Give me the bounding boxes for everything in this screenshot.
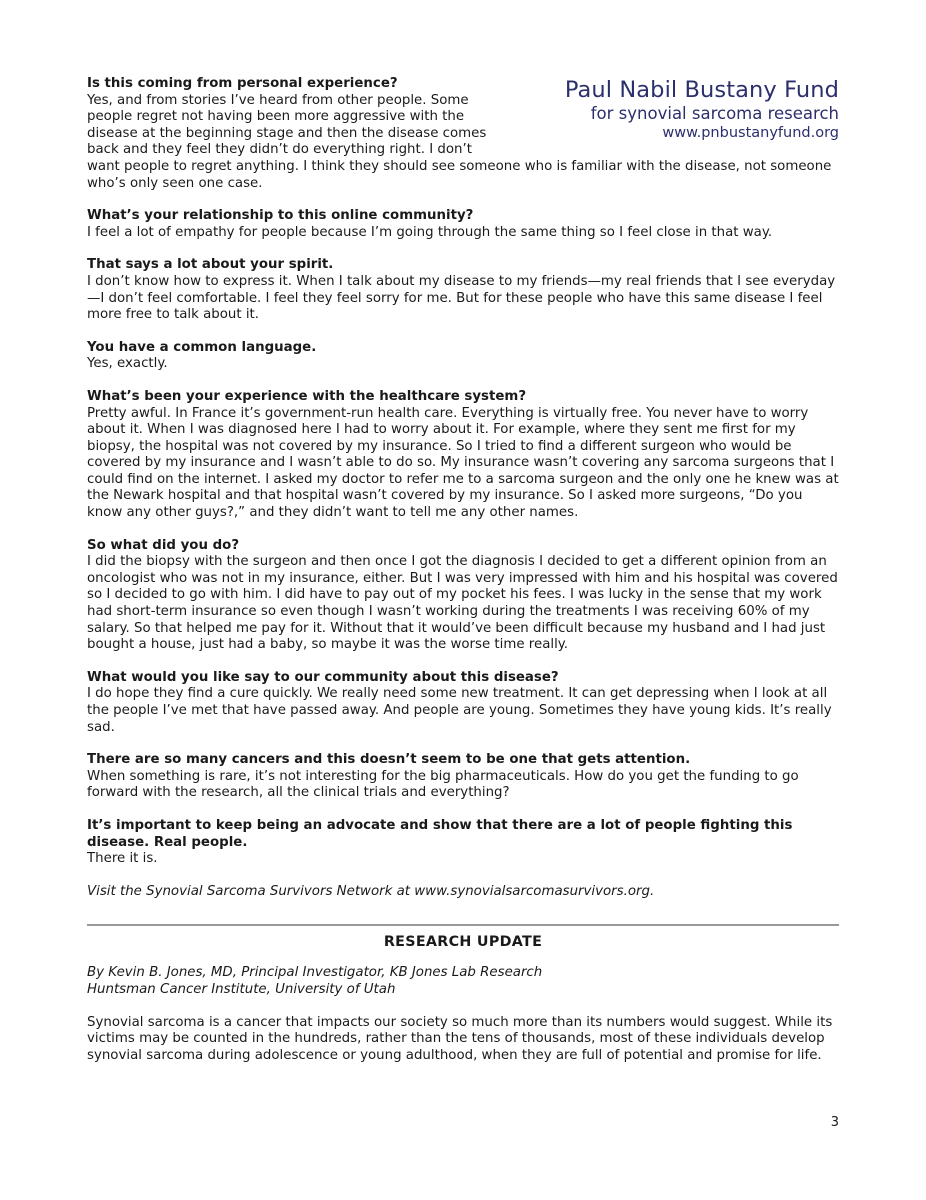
interview-question: There are so many cancers and this doesn’t seem to be one that gets attention. bbox=[87, 752, 691, 768]
interview-answer: I do hope they find a cure quickly. We really need some new treatment. It can get depressing when I look at all the people I’ve met that have passed away. And people are young. Sometimes they have young kids. It’s really sad. bbox=[87, 686, 832, 735]
interview-question: You have a common language. bbox=[87, 339, 317, 355]
interview-answer: When something is rare, it’s not interesting for the big pharmaceuticals. How do you get the funding to go forward with the research, all the clinical trials and everything? bbox=[87, 768, 799, 801]
logo-fund-subtitle: for synovial sarcoma research bbox=[590, 104, 839, 123]
interview-question: What’s been your experience with the healthcare system? bbox=[87, 388, 527, 404]
qa-block bbox=[87, 752, 839, 802]
interview-question: What’s your relationship to this online community? bbox=[87, 208, 474, 224]
interview-answer: There it is. bbox=[87, 851, 158, 867]
qa-block bbox=[87, 257, 839, 323]
byline-affiliation: Huntsman Cancer Institute, University of Utah bbox=[87, 981, 396, 997]
qa-block bbox=[87, 340, 839, 373]
interview-answer: Yes, exactly. bbox=[87, 356, 168, 372]
interview-answer: I feel a lot of empathy for people because I’m going through the same thing so I feel close in that way. bbox=[87, 224, 773, 240]
qa-block bbox=[87, 818, 839, 868]
closing-note: Visit the Synovial Sarcoma Survivors Network at www.synovialsarcomasurvivors.org. bbox=[87, 883, 655, 899]
interview-question: So what did you do? bbox=[87, 537, 240, 553]
interview-question: What would you like say to our community about this disease? bbox=[87, 669, 559, 685]
logo-fund-url: www.pnbustanyfund.org bbox=[662, 125, 839, 141]
qa-block bbox=[87, 389, 839, 522]
logo-fund-name: Paul Nabil Bustany Fund bbox=[564, 77, 839, 103]
research-update-title: RESEARCH UPDATE bbox=[383, 934, 543, 951]
document-page bbox=[87, 76, 839, 1064]
interview-question: Is this coming from personal experience? bbox=[87, 76, 398, 91]
research-paragraph: Synovial sarcoma is a cancer that impacts our society so much more than its numbers would suggest. While its victims may be counted in the hundreds, rather than the tens of thousands, most of these individuals develop synovial sarcoma during adolescence or young adulthood, when they are full of potential and promise for life. bbox=[87, 1014, 833, 1063]
interview-question: It’s important to keep being an advocate and show that there are a lot of people fighting this disease. Real people. bbox=[87, 817, 793, 850]
byline-author: By Kevin B. Jones, MD, Principal Investigator, KB Jones Lab Research bbox=[87, 965, 543, 981]
research-update-section bbox=[87, 933, 839, 1064]
interview-answer: Pretty awful. In France it’s government-run health care. Everything is virtually free. You never have to worry about it. When I was diagnosed here I had to worry about it. For example, where they sent me first for my biopsy, the hospital was not covered by my insurance. So I tried to find a different surgeon who would be covered by my insurance and I wasn’t able to do so. My insurance wasn’t covering any sarcoma surgeons that I could find on the internet. I asked my doctor to refer me to a sarcoma surgeon and the only one he knew was at the Newark hospital and that hospital wasn’t covered by my insurance. So I asked more surgeons, “Do you know any other guys?,” and they didn’t want to tell me any other names. bbox=[87, 405, 839, 521]
qa-block bbox=[87, 670, 839, 736]
page-number: 3 bbox=[830, 1115, 839, 1130]
interview-answer: I did the biopsy with the surgeon and then once I got the diagnosis I decided to get a different opinion from an oncologist who was not in my insurance, either. But I was very impressed with him and his hospital was covered so I decided to go with him. I did have to pay out of my pocket his fees. I was lucky in the sense that my work had short-term insurance so even though I wasn’t working during the treatments I was receiving 60% of my salary. So that helped me pay for it. Without that it would’ve been difficult because my husband and I had just bought a house, just had a baby, so maybe it was the worse time really. bbox=[87, 554, 838, 653]
interview-section bbox=[87, 76, 839, 900]
interview-answer: I don’t know how to express it. When I talk about my disease to my friends—my real friends that I see everyday—I don’t feel comfortable. I feel they feel sorry for me. But for these people who have this same disease I feel more free to talk about it. bbox=[87, 273, 836, 323]
fund-logo bbox=[509, 76, 839, 143]
qa-block bbox=[87, 538, 839, 654]
section-divider bbox=[87, 924, 839, 926]
qa-block bbox=[87, 208, 839, 241]
interview-answer: Yes, and from stories I’ve heard from other people. Some people regret not having been more aggressive with the disease at the beginning stage and then the disease comes back and they feel they didn’t do everything right. I don’t want people to regret anything. I think they should see someone who is familiar with the disease, not someone who’s only seen one case. bbox=[87, 92, 832, 191]
byline bbox=[87, 965, 839, 998]
interview-question: That says a lot about your spirit. bbox=[87, 257, 334, 273]
